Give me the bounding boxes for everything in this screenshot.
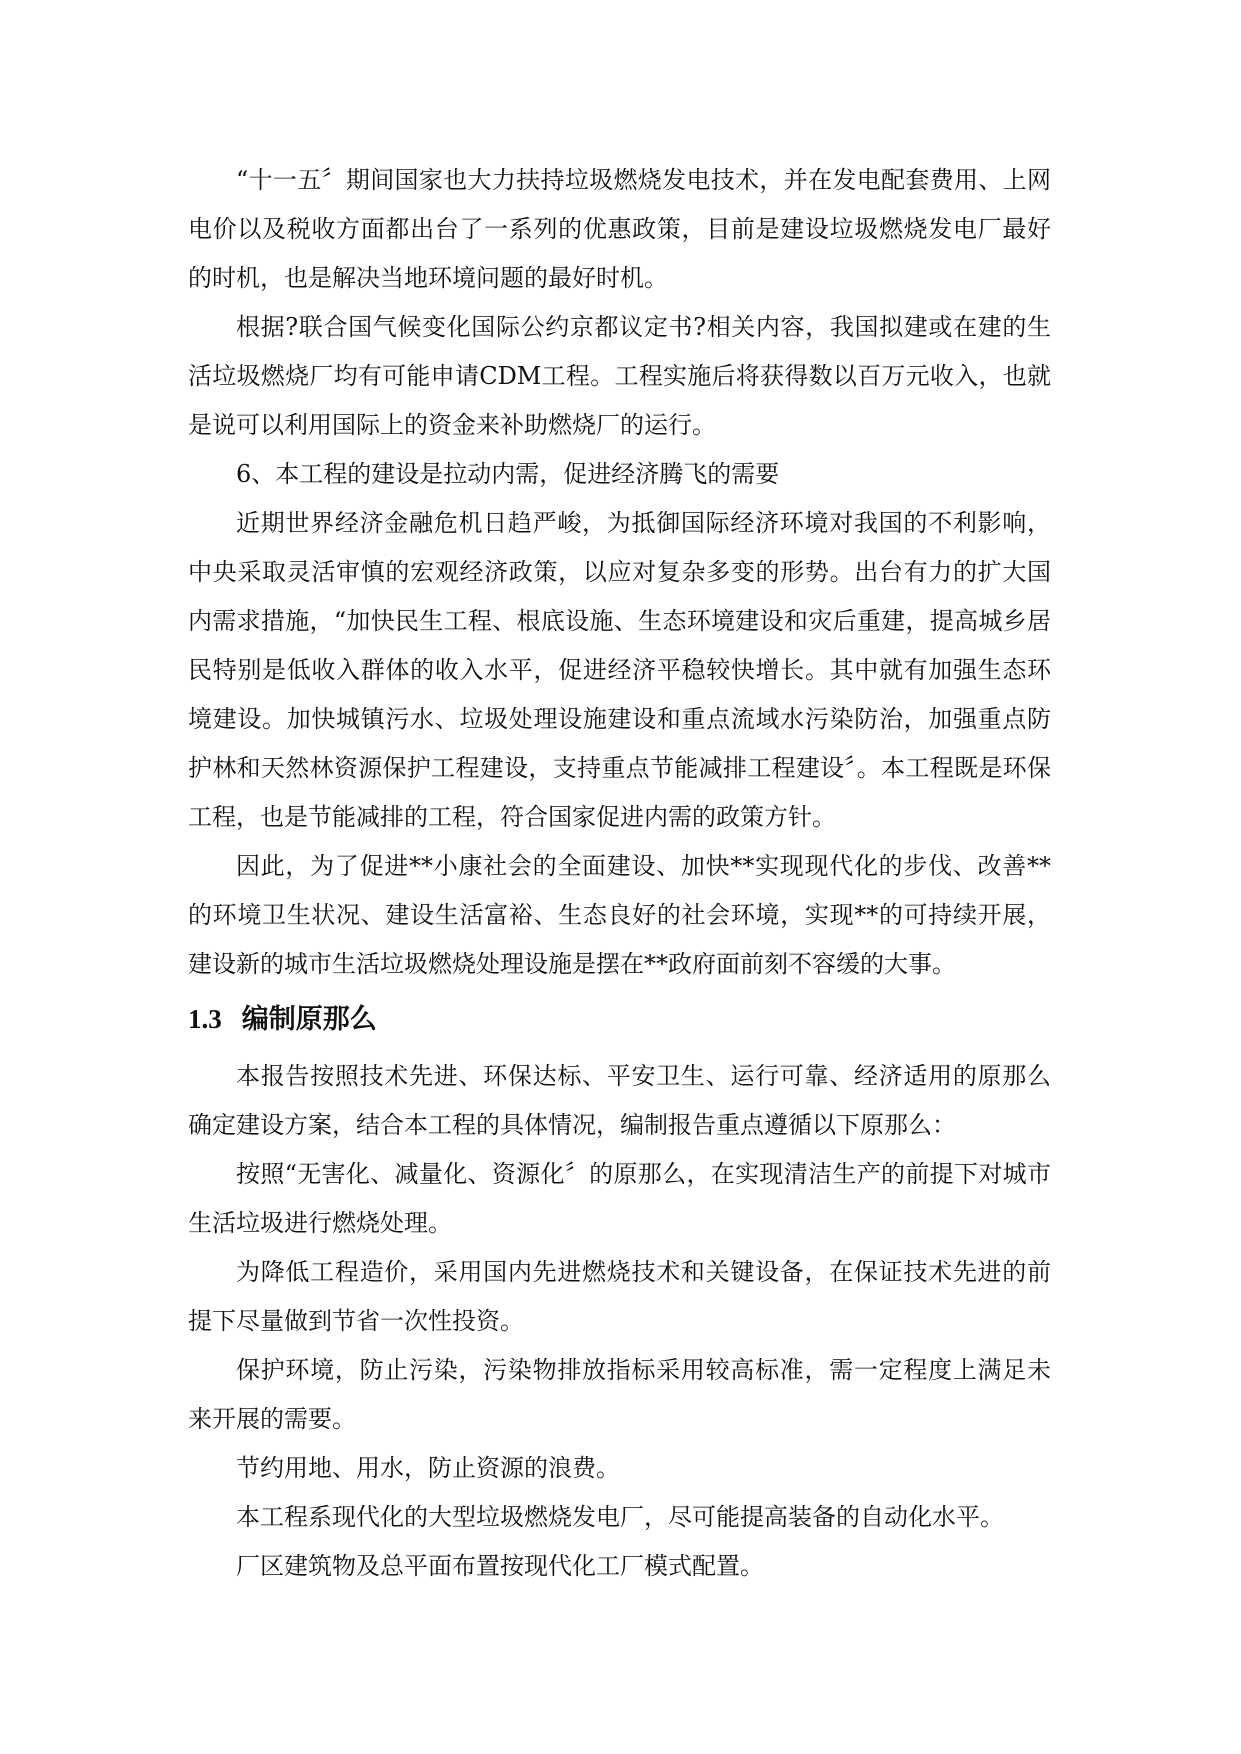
paragraph-item-6-heading: 6、本工程的建设是拉动内需，促进经济腾飞的需要 [236, 460, 780, 488]
section-number: 1.3 [188, 1004, 222, 1034]
paragraph-conclusion: 因此，为了促进**小康社会的全面建设、加快**实现现代化的步伐、改善**的环境卫生状况、建设生活富裕、生态良好的社会环境，实现**的可持续开展，建设新的城市生活垃圾燃烧处理设施是摆在**政府面前刻不容缓的大事。 [188, 852, 1051, 978]
paragraph-economic-policy: 近期世界经济金融危机日趋严峻，为抵御国际经济环境对我国的不利影响，中央采取灵活审慎的宏观经济政策，以应对复杂多变的形势。出台有力的扩大国内需求措施，“加快民生工程、根底设施、生态环境建设和灾后重建，提高城乡居民特别是低收入群体的收入水平，促进经济平稳较快增长。其中就有加强生态环境建设。加快城镇污水、垃圾处理设施建设和重点流域水污染防治，加强重点防护林和天然林资源保护工程建设，支持重点节能减排工程建设〞。本工程既是环保工程，也是节能减排的工程，符合国家促进内需的政策方针。 [188, 509, 1051, 831]
paragraph-principle-harmless: 按照“无害化、减量化、资源化〞的原那么，在实现清洁生产的前提下对城市生活垃圾进行燃烧处理。 [188, 1160, 1051, 1237]
paragraph-principle-layout: 厂区建筑物及总平面布置按现代化工厂模式配置。 [236, 1552, 764, 1580]
section-title: 编制原那么 [241, 1004, 377, 1035]
paragraph-kyoto-cdm: 根据?联合国气候变化国际公约京都议定书?相关内容，我国拟建或在建的生活垃圾燃烧厂均有可能申请CDM工程。工程实施后将获得数以百万元收入，也就是说可以利用国际上的资金来补助燃烧厂的运行。 [188, 313, 1051, 439]
paragraph-policy-support: “十一五〞期间国家也大力扶持垃圾燃烧发电技术，并在发电配套费用、上网电价以及税收方面都出台了一系列的优惠政策，目前是建设垃圾燃烧发电厂最好的时机，也是解决当地环境问题的最好时机。 [188, 166, 1051, 292]
paragraph-principles-intro: 本报告按照技术先进、环保达标、平安卫生、运行可靠、经济适用的原那么确定建设方案，结合本工程的具体情况，编制报告重点遵循以下原那么： [188, 1062, 1051, 1139]
paragraph-principle-environment: 保护环境，防止污染，污染物排放指标采用较高标准，需一定程度上满足未来开展的需要。 [188, 1356, 1051, 1433]
paragraph-principle-resources: 节约用地、用水，防止资源的浪费。 [236, 1454, 620, 1482]
paragraph-principle-automation: 本工程系现代化的大型垃圾燃烧发电厂，尽可能提高装备的自动化水平。 [236, 1503, 1004, 1531]
section-heading [188, 993, 1051, 1046]
page-content [188, 156, 1051, 1591]
paragraph-principle-cost: 为降低工程造价，采用国内先进燃烧技术和关键设备，在保证技术先进的前提下尽量做到节省一次性投资。 [188, 1258, 1051, 1335]
